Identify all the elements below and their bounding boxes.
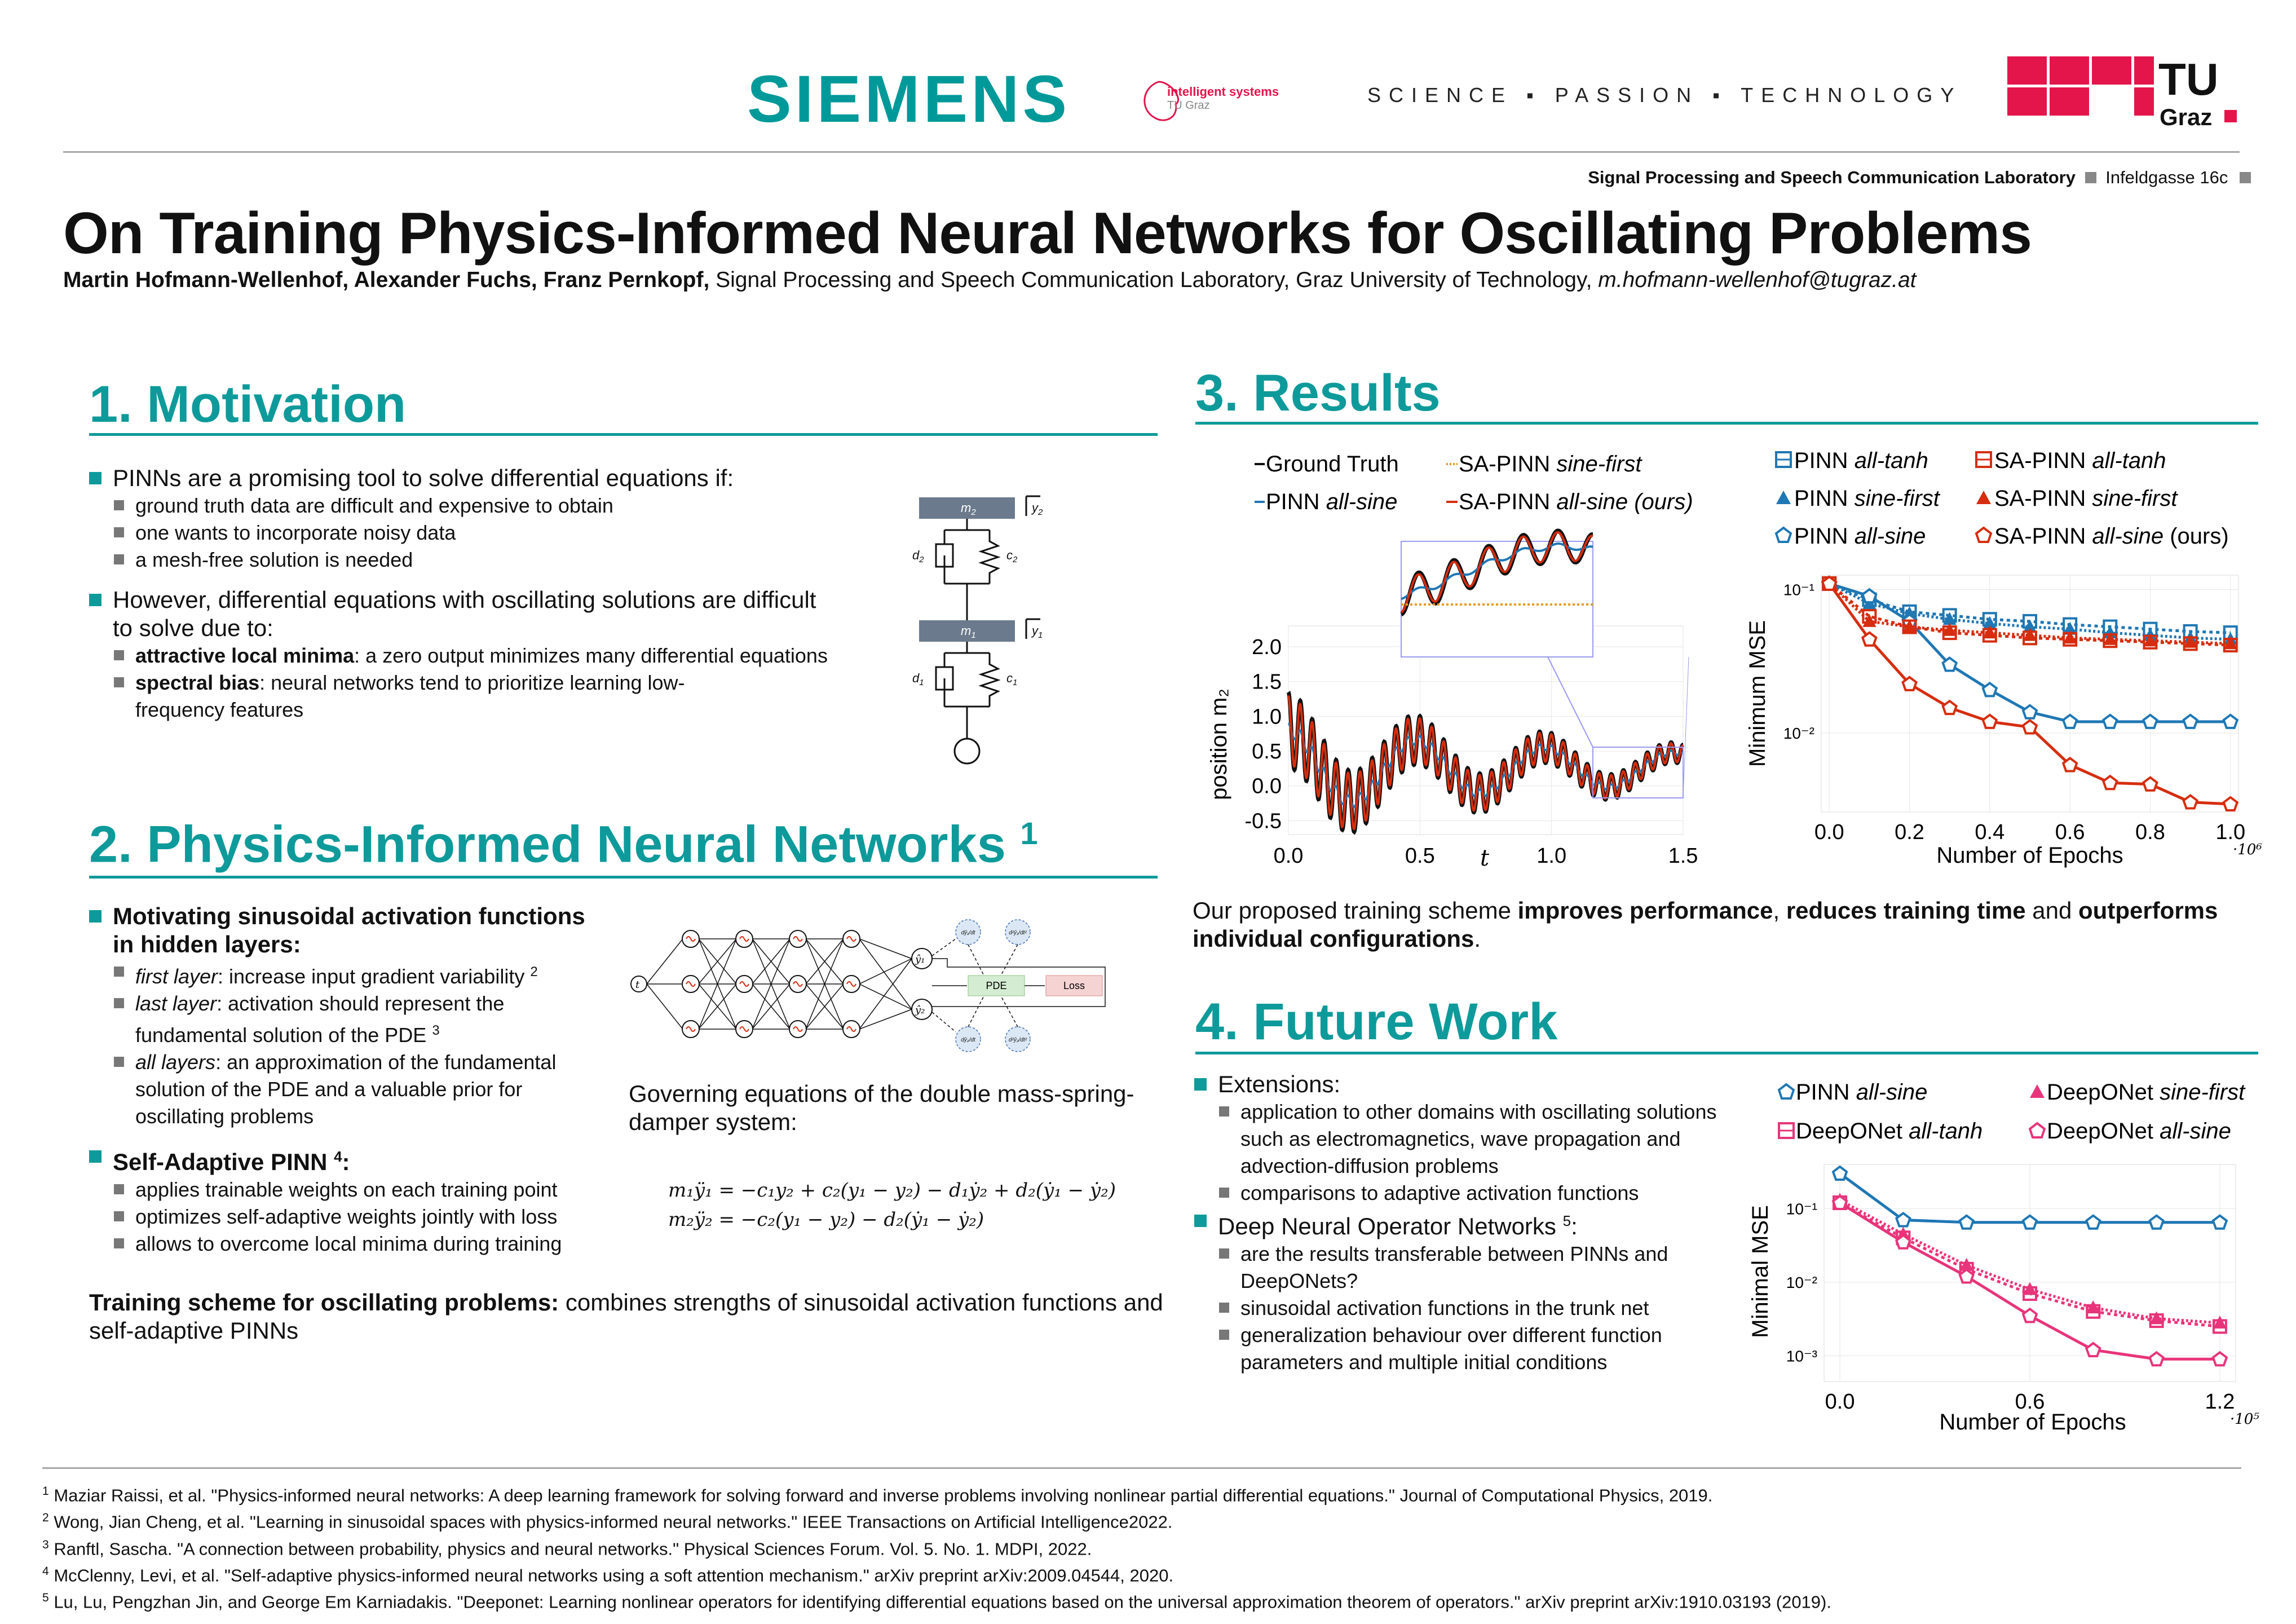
ts-xlabel: t	[1480, 845, 1490, 871]
reference-item: $^4$ McClenny, Levi, et al. "Self-adaptive physics-informed neural networks using a soft attention mechanism." arXiv preprint arXiv:2009.04544, 2020.	[42, 1564, 1174, 1586]
future-x-multiplier: ·10⁵	[2230, 1411, 2259, 1428]
ground-wheel	[955, 739, 979, 764]
future-legend	[1779, 1080, 2246, 1144]
training-bold: Training scheme for oscillating problems:	[89, 1289, 559, 1316]
x-tick-label: 0.0	[1814, 820, 1844, 844]
future-yticks	[1786, 1200, 1817, 1365]
x-tick-label: 1.0	[2215, 820, 2246, 844]
sub-bullet-bold: attractive local minima	[135, 644, 355, 667]
reference-item: $^1$ Maziar Raissi, et al. "Physics-informed neural networks: A deep learning framework for solving forward and inverse problems involving nonlinear partial differential equations." Journal of Computational Physics, 2019.	[42, 1485, 1713, 1506]
header-rule	[63, 151, 2240, 153]
affiliation: Signal Processing and Speech Communication Laboratory, Graz University of Technology,	[709, 268, 1599, 292]
nn-out1-label: ŷ₁	[915, 954, 925, 965]
sub-bullet: generalization behaviour over different function parameters and multiple initial conditions	[1217, 1322, 1752, 1376]
lab-name: Signal Processing and Speech Communication Laboratory	[1588, 167, 2076, 187]
y-tick-label: 0.5	[1252, 740, 1282, 764]
y-tick-label: 10⁻²	[1783, 725, 1814, 742]
label-c1: $c_1$	[1006, 671, 1018, 687]
nn-dash	[968, 996, 984, 1027]
section-rule	[89, 876, 1158, 879]
pde-label: PDE	[986, 980, 1007, 991]
legend-sa-sinefirst: SA-PINN sine-first	[1459, 452, 1642, 476]
author-names: Martin Hofmann-Wellenhof, Alexander Fuchs, Franz Pernkopf,	[63, 268, 710, 292]
results-timeseries-chart	[1198, 445, 1698, 885]
mse-xticks	[1814, 820, 2245, 844]
x-tick-label: 0.6	[2015, 1390, 2045, 1414]
tu-graz-logo	[2007, 56, 2244, 130]
x-tick-label: 1.2	[2205, 1390, 2235, 1414]
results-bold-1: improves performance	[1517, 897, 1773, 924]
bullet-colon: :	[342, 1149, 350, 1175]
sub-bullet-bold: spectral bias	[135, 671, 260, 694]
legend-deeponet-allsine: DeepONet all-sine	[2047, 1119, 2231, 1144]
governing-equations	[668, 1176, 1116, 1234]
sub-bullet-sup: 3	[432, 1023, 440, 1038]
y-tick-label: 1.0	[1252, 705, 1282, 729]
spring-c1	[981, 653, 998, 707]
label-m1: $m_1$	[961, 624, 976, 640]
ts-legend	[1255, 452, 1693, 514]
results-bold-3: outperforms individual configurations	[1193, 897, 2218, 952]
legend-marker-pentagon	[1976, 528, 1991, 542]
nn-dash	[1001, 996, 1018, 1027]
label-y1: $y_1$	[1032, 624, 1043, 640]
reference-item: $^3$ Ranftl, Sascha. "A connection between probability, physics and neural networks." Physical Sciences Forum. Vol. 5. No. 1. MDPI, 2022.	[42, 1538, 1092, 1559]
separator-square	[2240, 172, 2251, 183]
nn-dash	[968, 945, 984, 976]
nn-dash	[932, 939, 956, 956]
pinn-heading-text: 2. Physics-Informed Neural Networks	[89, 815, 1006, 873]
tu-text: TU	[2158, 54, 2219, 104]
label-m2: $m_2$	[961, 501, 976, 517]
label-d2: $d_2$	[912, 548, 924, 564]
sub-bullet-rest: : activation should represent the fundamental solution of the PDE	[135, 992, 505, 1047]
sub-bullet-italic: first layer	[135, 965, 218, 988]
governing-caption: Governing equations of the double mass-spring-damper system:	[629, 1080, 1134, 1135]
sub-bullet-sup: 2	[530, 964, 538, 979]
section-rule	[1195, 1052, 2258, 1054]
results-text-mid2: and	[2025, 897, 2079, 924]
sub-bullet-italic: all layers	[135, 1051, 216, 1074]
ts-ylabel: position m₂	[1207, 689, 1231, 800]
section-rule	[89, 433, 1158, 436]
email: m.hofmann-wellenhof@tugraz.at	[1598, 268, 1917, 292]
legend-pinn-sinefirst: PINN sine-first	[1794, 486, 1940, 511]
nn-edge	[859, 959, 912, 1029]
nn-edge	[647, 984, 683, 1029]
results-mse-chart	[1731, 440, 2261, 885]
reference-item: $^5$ Lu, Lu, Pengzhan Jin, and George Em Karniadakis. "Deeponet: Learning nonlinear operators for identifying differential equations based on the universal approximation theorem of operators." arXiv preprint arXiv:1910.03193 (2019).	[42, 1591, 1831, 1612]
y-tick-label: 10⁻¹	[1783, 581, 1814, 599]
lab-address: Infeldgasse 16c	[2105, 167, 2228, 187]
spring-c2	[981, 530, 998, 584]
sub-bullet: application to other domains with oscillating solutions such as electromagnetics, wave propagation and advection-diffusion problems	[1217, 1098, 1752, 1180]
sub-bullet: allows to overcome local minima during training	[112, 1230, 608, 1257]
section-results-heading: 3. Results	[1195, 364, 1441, 422]
mse-plot-area	[1821, 575, 2238, 812]
d2y1-label: d²ŷ₁/dt²	[1009, 930, 1027, 936]
y-tick-label: -0.5	[1244, 809, 1282, 833]
legend-marker-triangle	[1776, 491, 1791, 504]
results-bold-2: reduces training time	[1786, 897, 2026, 924]
nn-edge	[647, 939, 683, 984]
siemens-logo: SIEMENS	[747, 62, 1071, 136]
training-rest: combines strengths of sinusoidal activation functions and self-adaptive PINNs	[89, 1289, 1163, 1344]
nn-input-label: t	[635, 979, 640, 991]
future-xlabel: Number of Epochs	[1939, 1410, 2126, 1435]
pinn-bullets	[89, 902, 608, 1257]
bullet-sup: 4	[334, 1148, 342, 1165]
legend-deeponet-sinefirst: DeepONet sine-first	[2047, 1080, 2245, 1105]
x-tick-label: 0.5	[1405, 844, 1435, 868]
legend-pinn-alltanh: PINN all-tanh	[1794, 448, 1928, 473]
graz-text: Graz	[2160, 104, 2213, 130]
section-future-heading: 4. Future Work	[1195, 993, 1558, 1051]
legend-deeponet-alltanh: DeepONet all-tanh	[1796, 1119, 1983, 1144]
sub-bullet-italic: last layer	[135, 992, 217, 1015]
section-pinn-heading	[89, 815, 1038, 875]
results-text-mid1: ,	[1773, 897, 1786, 924]
sub-bullet-rest: : a zero output minimizes many differential equations	[354, 644, 828, 667]
equation-1: m₁ÿ₁ = −c₁y₂ + c₂(y₁ − y₂) − d₁ẏ₂ + d₂(ẏ₁ − ẏ₂)	[668, 1179, 1116, 1202]
bullet-colon: :	[1571, 1213, 1578, 1239]
nn-out2-label: ŷ₂	[915, 1004, 925, 1016]
legend-gt: Ground Truth	[1266, 452, 1399, 476]
y-tick-label: 2.0	[1252, 636, 1282, 659]
x-tick-label: 0.0	[1273, 844, 1304, 868]
legend-marker-pentagon	[2030, 1123, 2045, 1137]
y-tick-label: 10⁻³	[1786, 1347, 1817, 1365]
bullet-sup: 5	[1562, 1212, 1571, 1229]
nn-edge	[859, 984, 912, 1009]
future-bullets	[1194, 1070, 1752, 1376]
equation-2: m₂ÿ₂ = −c₂(y₁ − y₂) − d₂(ẏ₁ − ẏ₂)	[668, 1208, 984, 1231]
label-c2: $c_2$	[1006, 548, 1018, 564]
label-y2: $y_2$	[1032, 501, 1043, 517]
poster-title: On Training Physics-Informed Neural Networks for Oscillating Problems	[63, 201, 2032, 266]
y-tick-label: 1.5	[1252, 670, 1282, 694]
sub-bullet: one wants to incorporate noisy data	[112, 519, 878, 546]
bullet	[89, 1142, 608, 1176]
mse-xlabel: Number of Epochs	[1936, 843, 2123, 868]
sub-bullet: comparisons to adaptive activation functions	[1217, 1180, 1752, 1207]
sub-bullet: ground truth data are difficult and expensive to obtain	[112, 492, 878, 519]
legend-marker-triangle	[1976, 491, 1991, 504]
bullet: Motivating sinusoidal activation functions in hidden layers:	[89, 902, 608, 959]
loss-label: Loss	[1063, 980, 1085, 991]
legend-pinn-allsine: PINN all-sine	[1796, 1080, 1928, 1105]
tu-graz-blocks	[2007, 56, 2154, 116]
nn-dash	[932, 1012, 956, 1032]
bullet: However, differential equations with oscillating solutions are difficult to solve due to:	[89, 586, 839, 642]
mse-x-multiplier: ·10⁶	[2233, 841, 2262, 858]
isys-logo-sub: TU Graz	[1167, 99, 1210, 112]
legend-sa-sinefirst: SA-PINN sine-first	[1994, 486, 2178, 511]
y-tick-label: 10⁻¹	[1786, 1200, 1817, 1218]
x-tick-label: 0.4	[1975, 820, 2005, 844]
mass-spring-diagram	[891, 491, 1077, 767]
section-motivation-heading: 1. Motivation	[89, 376, 407, 433]
x-tick-label: 1.0	[1536, 844, 1567, 868]
results-text-pre: Our proposed training scheme	[1193, 897, 1518, 924]
sub-bullet: are the results transferable between PINNs and DeepONets?	[1217, 1241, 1752, 1295]
x-tick-label: 0.2	[1895, 820, 1924, 844]
future-ylabel: Minimal MSE	[1748, 1205, 1773, 1338]
sub-bullet: applies trainable weights on each training point	[112, 1176, 608, 1203]
d2y2-label: d²ŷ₂/dt²	[1008, 1037, 1027, 1043]
nn-architecture-diagram	[623, 916, 1114, 1057]
x-tick-label: 0.6	[2055, 820, 2085, 844]
bullet	[1194, 1207, 1752, 1241]
sub-bullet: optimizes self-adaptive weights jointly with loss	[112, 1203, 608, 1230]
label-d1: $d_1$	[912, 671, 924, 687]
x-tick-label: 1.5	[1668, 844, 1698, 868]
motivation-bullets	[89, 464, 878, 723]
legend-sa-alltanh: SA-PINN all-tanh	[1994, 448, 2166, 473]
legend-pinn-allsine: PINN all-sine	[1794, 524, 1926, 549]
sub-bullet	[112, 959, 608, 990]
legend-marker-pentagon	[1776, 528, 1791, 542]
dy1-label: dŷ₁/dt	[961, 930, 975, 936]
nn-dash	[1001, 945, 1018, 976]
sub-bullet	[112, 990, 608, 1049]
legend-sa-allsine: SA-PINN all-sine (ours)	[1994, 524, 2229, 549]
sub-bullet-rest: : increase input gradient variability	[218, 965, 525, 988]
mse-ylabel: Minimum MSE	[1745, 620, 1770, 767]
intelligent-systems-logo	[1136, 70, 1300, 127]
sub-bullet-rest: : neural networks tend to prioritize learning low-frequency features	[135, 671, 685, 721]
results-summary	[1193, 897, 2264, 953]
nn-edge	[859, 959, 912, 984]
y-tick-label: 0.0	[1252, 774, 1282, 798]
legend-pinn-allsine: PINN all-sine	[1266, 489, 1398, 514]
lab-line	[1588, 167, 2251, 188]
bullet-text: Self-Adaptive PINN	[113, 1149, 328, 1175]
section-rule	[1195, 422, 2258, 425]
sub-bullet: sinusoidal activation functions in the trunk net	[1217, 1295, 1752, 1322]
inset-connector	[1683, 657, 1689, 798]
bullet-text: Deep Neural Operator Networks	[1218, 1213, 1556, 1239]
sub-bullet	[112, 669, 743, 723]
dy2-label: dŷ₂/dt	[961, 1037, 975, 1043]
x-tick-label: 0.0	[1825, 1390, 1855, 1414]
results-text-end: .	[1474, 925, 1481, 952]
isys-logo-text: intelligent systems	[1167, 85, 1279, 99]
reference-item: $^2$ Wong, Jian Cheng, et al. "Learning in sinusoidal spaces with physics-informed neural networks." IEEE Transactions on Artificial Intelligence2022.	[42, 1511, 1173, 1532]
legend-marker-triangle	[2030, 1084, 2045, 1098]
legend-marker-pentagon	[1779, 1084, 1794, 1098]
bullet: PINNs are a promising tool to solve differential equations if:	[89, 464, 878, 492]
tagline: SCIENCE ▪ PASSION ▪ TECHNOLOGY	[1367, 83, 1962, 107]
sub-bullet	[112, 642, 845, 669]
ts-yticks	[1245, 636, 1282, 833]
bullet: Extensions:	[1194, 1070, 1752, 1098]
pinn-heading-sup: 1	[1020, 815, 1038, 851]
sub-bullet: a mesh-free solution is needed	[112, 546, 878, 573]
y-tick-label: 10⁻²	[1786, 1273, 1817, 1291]
mse-yticks	[1783, 581, 1814, 742]
references	[42, 1480, 1831, 1614]
separator-square	[2085, 172, 2096, 183]
future-deeponet-chart	[1734, 1069, 2264, 1446]
authors-line	[63, 268, 1917, 293]
sub-bullet	[112, 1049, 608, 1130]
x-tick-label: 0.8	[2135, 820, 2165, 844]
tu-dot	[2224, 110, 2237, 122]
sub-bullet-rest: : an approximation of the fundamental solution of the PDE and a valuable prior for oscillating problems	[135, 1051, 557, 1128]
nn-edge	[859, 939, 912, 1009]
legend-sa-allsine: SA-PINN all-sine (ours)	[1459, 489, 1693, 514]
training-scheme	[89, 1288, 1172, 1345]
references-rule	[42, 1467, 2241, 1469]
mse-legend	[1776, 448, 2229, 549]
